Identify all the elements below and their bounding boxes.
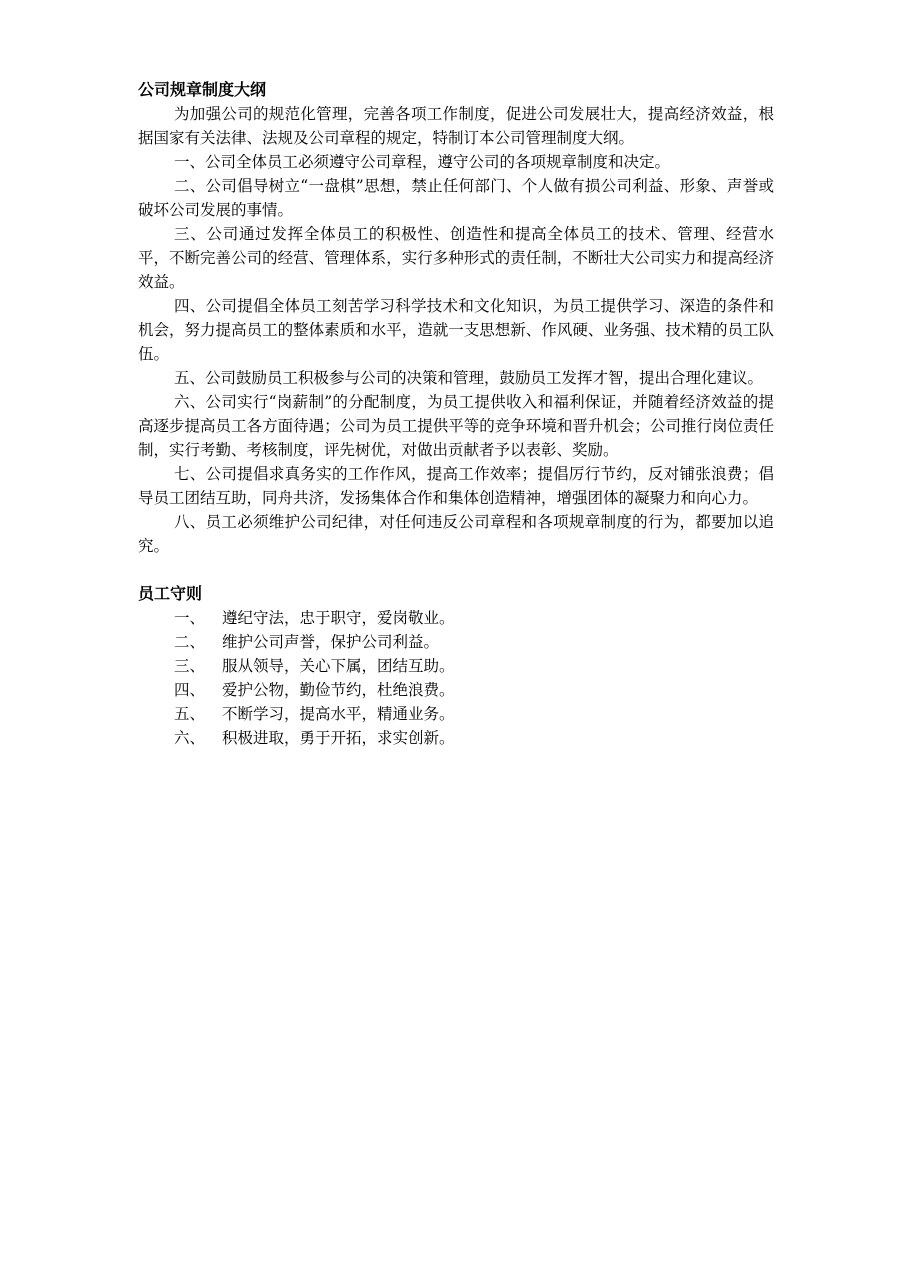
regulation-item-4: 四、公司提倡全体员工刻苦学习科学技术和文化知识，为员工提供学习、深造的条件和机会，努力提高员工的整体素质和水平，造就一支思想新、作风硬、业务强、技术精的员工队伍。: [138, 297, 774, 363]
regulation-item-6: 六、公司实行“岗薪制”的分配制度，为员工提供收入和福利保证，并随着经济效益的提高逐步提高员工各方面待遇；公司为员工提供平等的竞争环境和晋升机会；公司推行岗位责任制，实行考勤、考核制度，评先树优，对做出贡献者予以表彰、奖励。: [138, 393, 774, 459]
section-title-regulations: 公司规章制度大纲: [138, 80, 267, 99]
list-item-text: 爱护公物，勤俭节约，杜绝浪费。: [222, 681, 455, 699]
regulation-item-8: 八、员工必须维护公司纪律，对任何违反公司章程和各项规章制度的行为，都要加以追究。: [138, 513, 774, 555]
list-item-number: 三、: [174, 657, 206, 675]
list-item: [138, 678, 774, 702]
section-spacer: [138, 558, 774, 582]
list-item-text: 遵纪守法，忠于职守，爱岗敬业。: [222, 609, 455, 627]
section-title-employee-code: 员工守则: [138, 584, 203, 603]
list-item-text: 不断学习，提高水平，精通业务。: [222, 705, 455, 723]
regulation-item-1: 一、公司全体员工必须遵守公司章程，遵守公司的各项规章制度和决定。: [174, 153, 671, 171]
list-item-number: 五、: [174, 705, 206, 723]
list-item-number: 一、: [174, 609, 206, 627]
list-item: [138, 726, 774, 750]
list-item: [138, 702, 774, 726]
list-item: [138, 654, 774, 678]
employee-code-list: [138, 606, 774, 750]
list-item-number: 二、: [174, 633, 206, 651]
list-item-number: 六、: [174, 729, 206, 747]
list-item-number: 四、: [174, 681, 206, 699]
intro-paragraph: 为加强公司的规范化管理，完善各项工作制度，促进公司发展壮大，提高经济效益，根据国家有关法律、法规及公司章程的规定，特制订本公司管理制度大纲。: [138, 105, 774, 147]
list-item: [138, 606, 774, 630]
regulation-item-7: 七、公司提倡求真务实的工作作风，提高工作效率；提倡厉行节约，反对铺张浪费；倡导员工团结互助，同舟共济，发扬集体合作和集体创造精神，增强团体的凝聚力和向心力。: [138, 465, 774, 507]
regulation-item-3: 三、公司通过发挥全体员工的积极性、创造性和提高全体员工的技术、管理、经营水平，不断完善公司的经营、管理体系，实行多种形式的责任制，不断壮大公司实力和提高经济效益。: [138, 225, 774, 291]
regulation-item-2: 二、公司倡导树立“一盘棋”思想，禁止任何部门、个人做有损公司利益、形象、声誉或破坏公司发展的事情。: [138, 177, 774, 219]
document-page: [138, 78, 774, 750]
regulation-item-5: 五、公司鼓励员工积极参与公司的决策和管理，鼓励员工发挥才智，提出合理化建议。: [174, 369, 764, 387]
list-item: [138, 630, 774, 654]
list-item-text: 服从领导，关心下属，团结互助。: [222, 657, 455, 675]
list-item-text: 维护公司声誉，保护公司利益。: [222, 633, 440, 651]
list-item-text: 积极进取，勇于开拓，求实创新。: [222, 729, 455, 747]
